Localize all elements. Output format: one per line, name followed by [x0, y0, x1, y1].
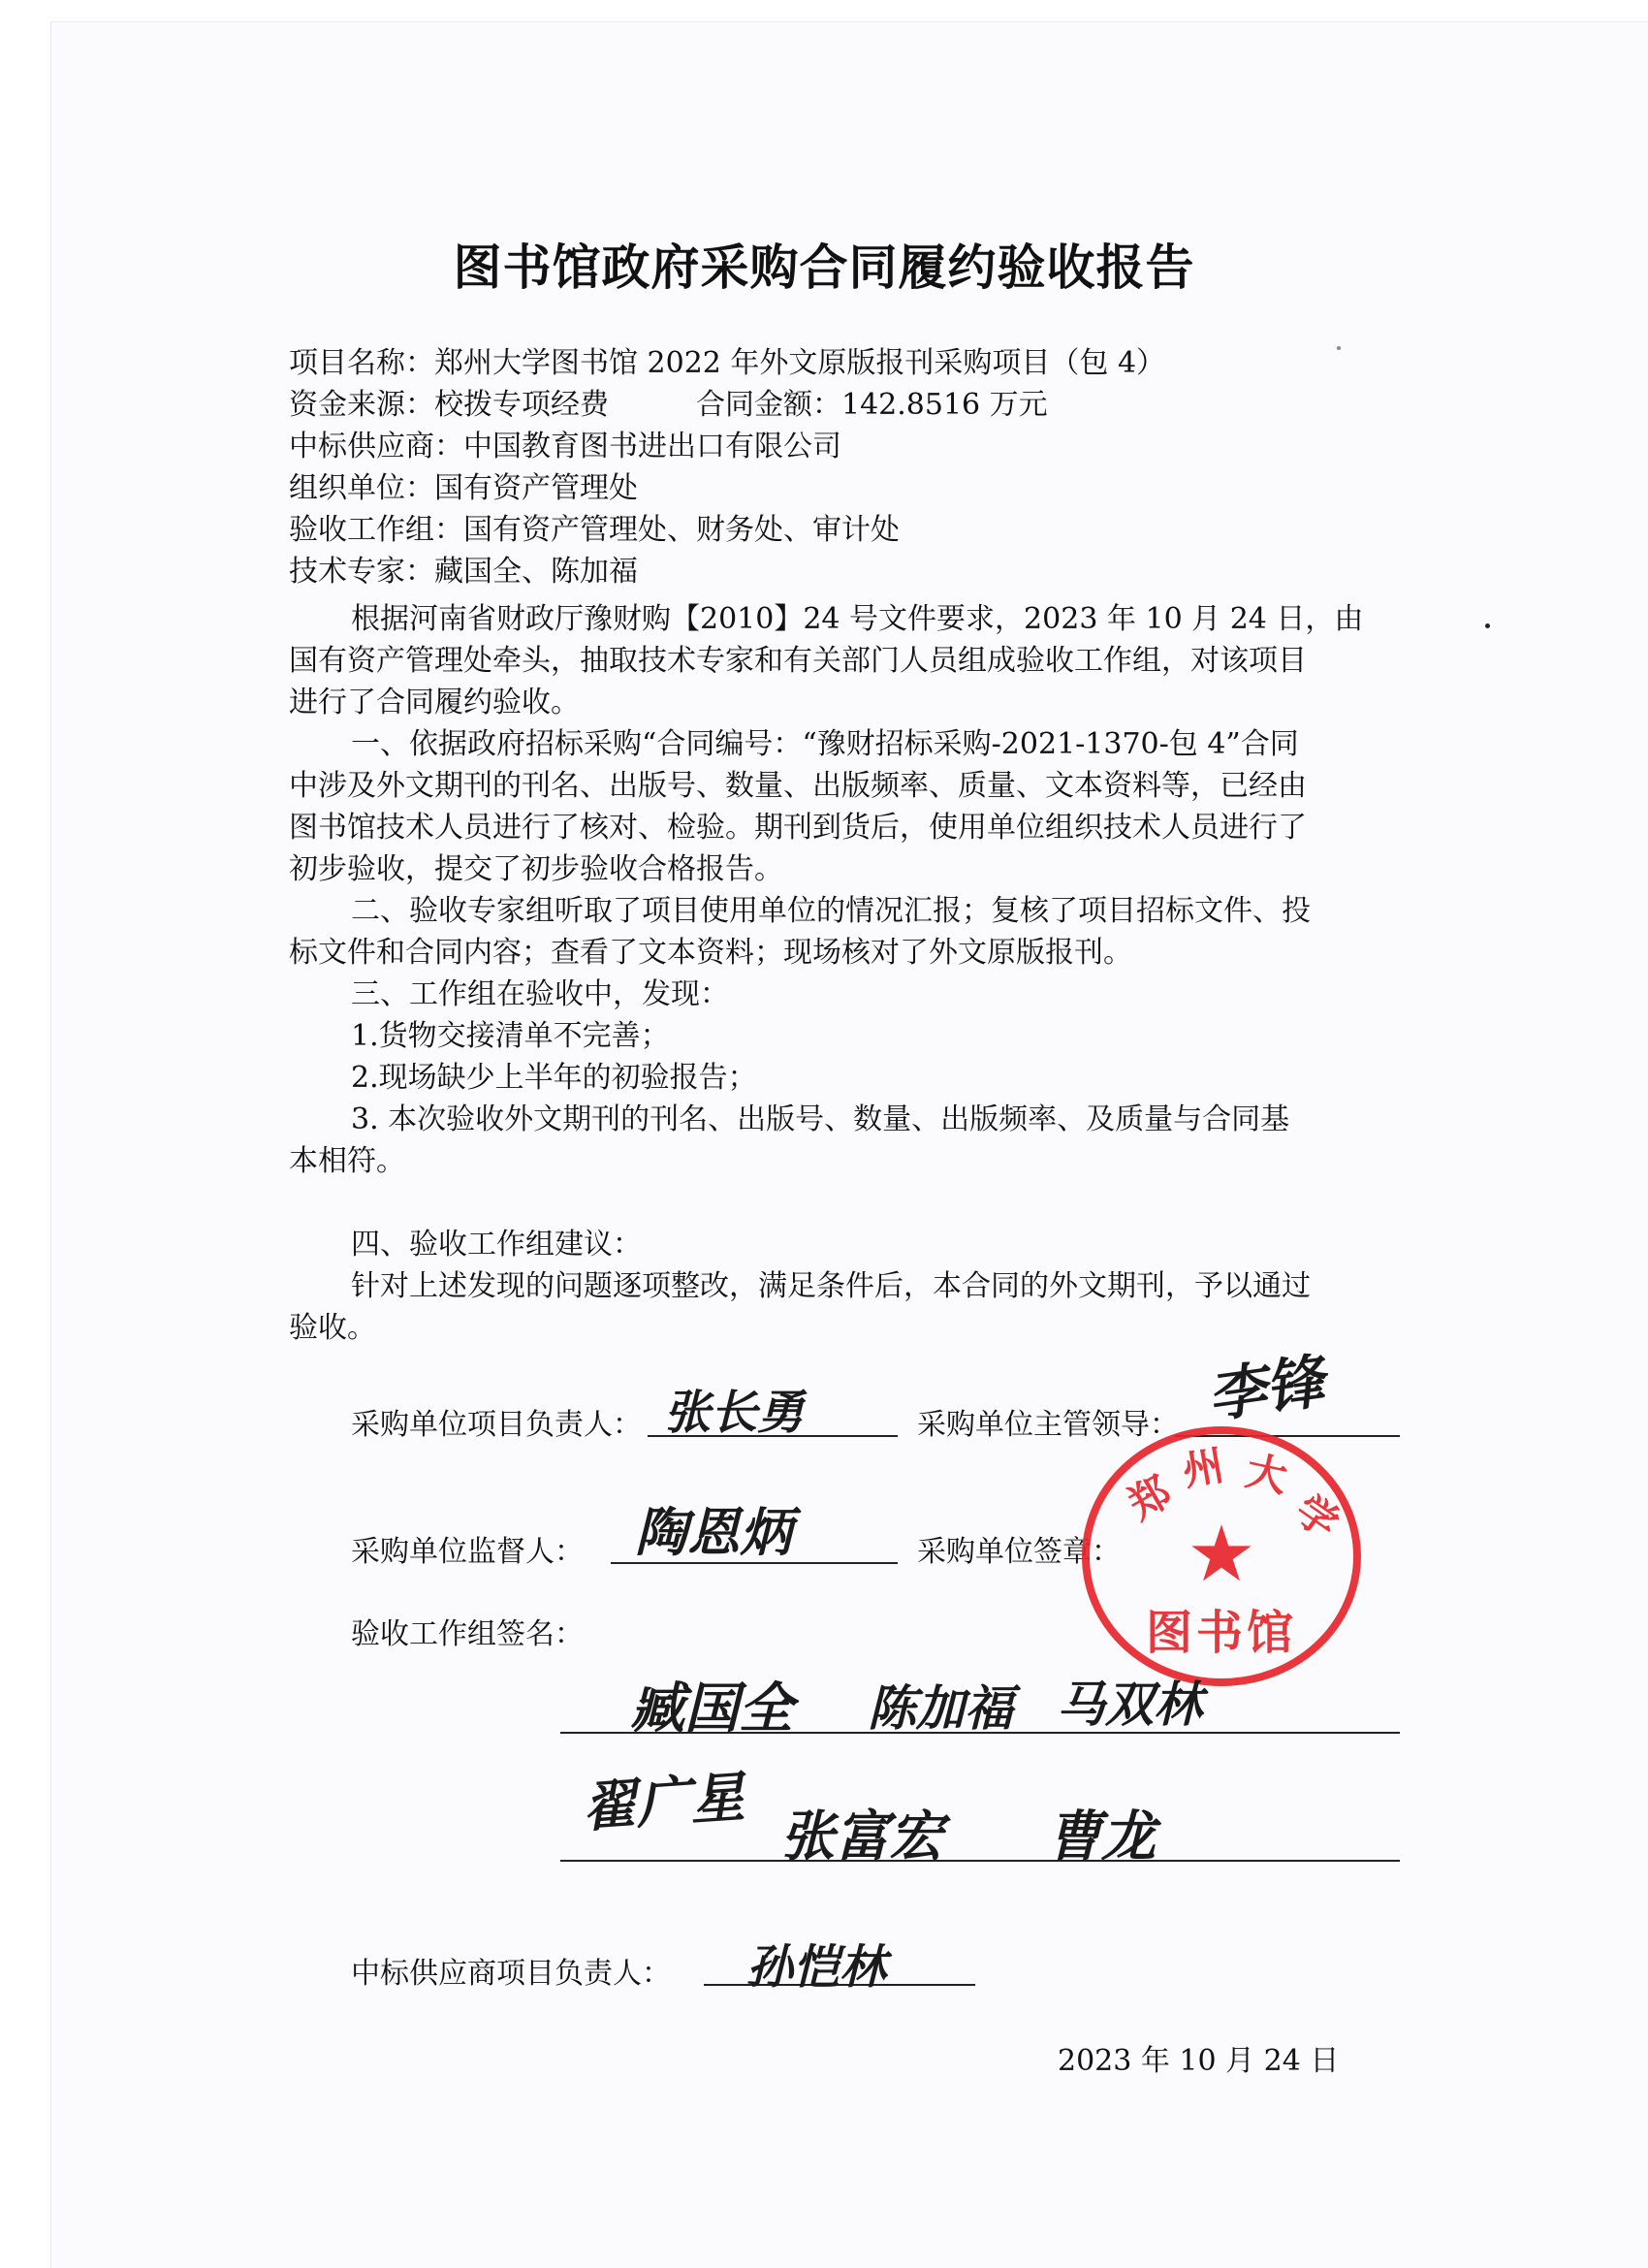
group-signature: 张富宏 — [780, 1805, 943, 1869]
scan-speck — [1485, 623, 1490, 628]
group-signature: 臧国全 — [630, 1677, 793, 1741]
supervisor-leader-signature: 李锋 — [1203, 1347, 1328, 1431]
body-line: 三、工作组在验收中，发现： — [351, 977, 729, 1011]
body-line: 验收。 — [289, 1311, 376, 1345]
project-lead-signature: 张长勇 — [664, 1386, 805, 1440]
seal-top-char: 州 — [1179, 1441, 1228, 1495]
monitor-signature: 陶恩炳 — [635, 1502, 792, 1563]
label-monitor: 采购单位监督人： — [351, 1535, 584, 1569]
label-supervisor-leader: 采购单位主管领导： — [917, 1408, 1179, 1442]
seal-top-char: 学 — [1286, 1485, 1347, 1549]
body-line: 本相符。 — [289, 1144, 405, 1178]
header-project-name: 项目名称：郑州大学图书馆 2022 年外文原版报刊采购项目（包 4） — [289, 346, 1166, 380]
body-line: 一、依据政府招标采购“合同编号：“豫财招标采购-2021-1370-包 4”合同 — [351, 727, 1299, 761]
group-underline-1 — [560, 1732, 1400, 1734]
library-seal — [1071, 1416, 1372, 1697]
seal-star: ★ — [1187, 1509, 1256, 1599]
header-supplier: 中标供应商：中国教育图书进出口有限公司 — [289, 430, 841, 463]
seal-top-char: 郑 — [1120, 1467, 1180, 1529]
body-line: 四、验收工作组建议： — [351, 1228, 642, 1262]
body-line: 3. 本次验收外文期刊的刊名、出版号、数量、出版频率、及质量与合同基 — [351, 1102, 1290, 1136]
seal-top-char: 大 — [1241, 1446, 1292, 1502]
body-line: 标文件和合同内容；查看了文本资料；现场核对了外文原版报刊。 — [289, 936, 1132, 970]
group-signature: 曹龙 — [1047, 1805, 1156, 1869]
header-acceptance-group: 验收工作组：国有资产管理处、财务处、审计处 — [289, 513, 900, 547]
body-line: 二、验收专家组听取了项目使用单位的情况汇报；复核了项目招标文件、投 — [351, 894, 1311, 928]
body-line: 国有资产管理处牵头，抽取技术专家和有关部门人员组成验收工作组，对该项目 — [289, 644, 1307, 678]
body-line: 2.现场缺少上半年的初验报告； — [351, 1061, 757, 1095]
document-title: 图书馆政府采购合同履约验收报告 — [453, 240, 1195, 296]
body-line: 1.货物交接清单不完善； — [351, 1019, 670, 1053]
group-signature: 陈加福 — [868, 1680, 1013, 1737]
header-funding: 资金来源：校拨专项经费 合同金额：142.8516 万元 — [289, 388, 1048, 422]
body-line: 进行了合同履约验收。 — [289, 686, 580, 719]
body-line: 根据河南省财政厅豫财购【2010】24 号文件要求，2023 年 10 月 24 日，由 — [351, 602, 1364, 636]
body-line: 中涉及外文期刊的刊名、出版号、数量、出版频率、质量、文本资料等，已经由 — [289, 769, 1307, 803]
scan-speck — [1337, 346, 1341, 350]
body-line: 图书馆技术人员进行了核对、检验。期刊到货后，使用单位组织技术人员进行了 — [289, 811, 1307, 845]
header-org-unit: 组织单位：国有资产管理处 — [289, 471, 638, 505]
seal-bottom-text: 图书馆 — [1145, 1606, 1298, 1660]
label-group-sign: 验收工作组签名： — [351, 1617, 584, 1651]
group-signature: 马双林 — [1057, 1677, 1202, 1733]
header-tech-experts: 技术专家：藏国全、陈加福 — [289, 555, 638, 589]
group-underline-2 — [560, 1860, 1400, 1862]
group-signature: 翟广星 — [580, 1766, 747, 1840]
body-line: 针对上述发现的问题逐项整改，满足条件后，本合同的外文期刊，予以通过 — [351, 1269, 1311, 1303]
label-unit-sign: 采购单位签章： — [917, 1535, 1121, 1569]
supplier-lead-signature: 孙恺林 — [746, 1940, 887, 1995]
label-supplier-lead: 中标供应商项目负责人： — [351, 1957, 671, 1991]
label-project-lead: 采购单位项目负责人： — [351, 1408, 642, 1442]
body-line: 初步验收，提交了初步验收合格报告。 — [289, 852, 783, 886]
report-date: 2023 年 10 月 24 日 — [1058, 2044, 1340, 2078]
